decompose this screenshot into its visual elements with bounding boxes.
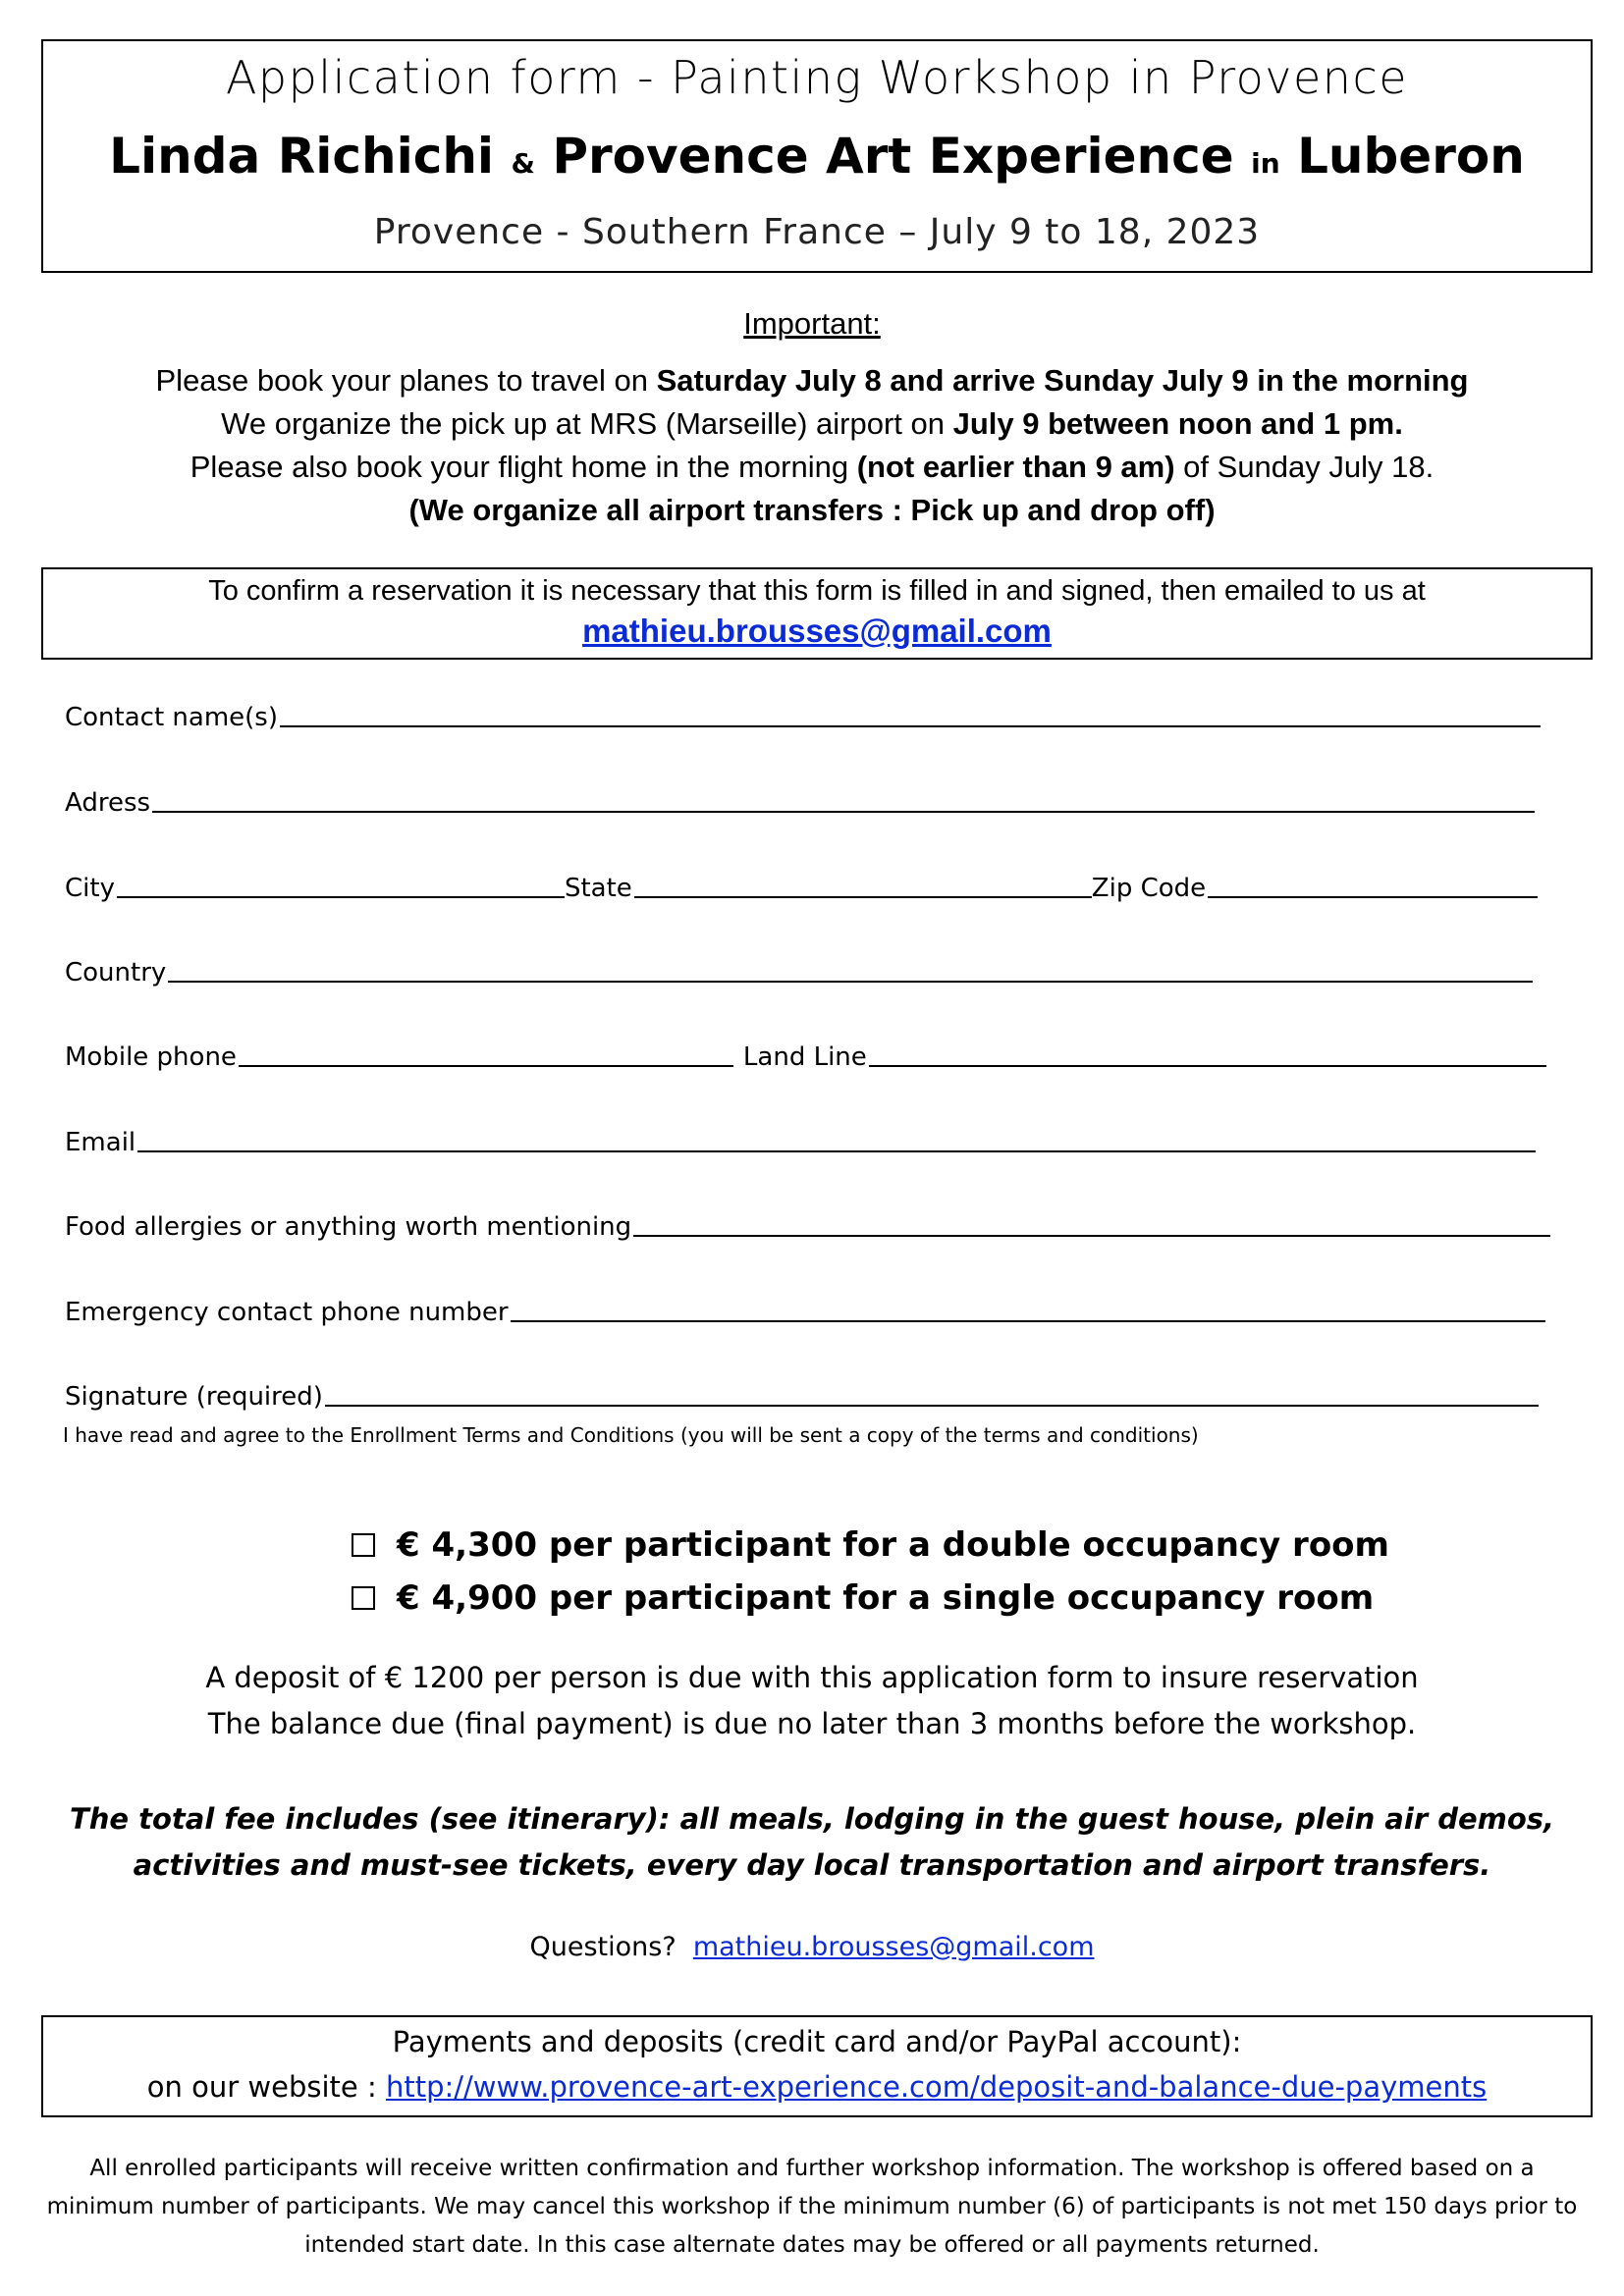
contact-name-label: Contact name(s)	[65, 703, 278, 732]
email-input[interactable]	[137, 1150, 1536, 1152]
confirm-box	[41, 567, 1593, 660]
single-room-checkbox[interactable]	[352, 1586, 375, 1610]
zip-input[interactable]	[1208, 896, 1538, 898]
city-input[interactable]	[117, 896, 565, 898]
questions-email-link[interactable]: mathieu.brousses@gmail.com	[692, 1932, 1095, 1962]
state-input[interactable]	[634, 896, 1092, 898]
payments-url-link[interactable]: http://www.provence-art-experience.com/deposit-and-balance-due-payments	[385, 2070, 1488, 2104]
transfers-note: (We organize all airport transfers : Pick up and drop off)	[408, 493, 1216, 527]
mobile-label: Mobile phone	[65, 1042, 237, 1072]
confirm-text: To confirm a reservation it is necessary that this form is filled in and signed, then emailed to us at	[208, 575, 1426, 607]
city-state-zip-row	[65, 874, 1538, 903]
questions-line	[0, 1932, 1624, 1962]
country-label: Country	[65, 958, 167, 988]
return-time: (not earlier than 9 am)	[856, 450, 1175, 484]
landline-label: Land Line	[742, 1042, 867, 1072]
payments-text: Payments and deposits (credit card and/or PayPal account):	[392, 2025, 1242, 2058]
single-room-label: € 4,900 per participant for a single occupancy room	[397, 1578, 1375, 1618]
footer-notice: All enrolled participants will receive written confirmation and further workshop information. The workshop is offered based on a minimum number of participants. We may cancel this workshop if the minimum number (6) of participants is not met 150 days prior to intended start date. In this case alternate dates may be offered or all payments returned.	[46, 2156, 1578, 2258]
payments-prefix: on our website :	[146, 2070, 386, 2104]
questions-label: Questions?	[529, 1932, 677, 1962]
host-name: Linda Richichi	[109, 128, 495, 185]
email-label: Email	[65, 1128, 136, 1157]
return-date: of Sunday July 18.	[1174, 450, 1435, 484]
balance-text: The balance due (final payment) is due no later than 3 months before the workshop.	[207, 1707, 1417, 1740]
email-field	[65, 1128, 1536, 1157]
address-input[interactable]	[152, 811, 1535, 813]
emergency-label: Emergency contact phone number	[65, 1298, 509, 1327]
important-title: Important:	[743, 306, 881, 341]
organizer-name: Provence Art Experience	[552, 128, 1234, 185]
includes-line-2: activities and must-see tickets, every day local transportation and airport transfers.	[133, 1848, 1491, 1882]
emergency-input[interactable]	[511, 1320, 1545, 1322]
deposit-text: A deposit of € 1200 per person is due with this application form to insure reservation	[205, 1661, 1419, 1694]
important-notice	[0, 302, 1624, 532]
country-input[interactable]	[168, 981, 1533, 983]
double-room-option[interactable]	[352, 1525, 1389, 1565]
mobile-input[interactable]	[239, 1065, 733, 1067]
landline-input[interactable]	[869, 1065, 1546, 1067]
emergency-field	[65, 1298, 1545, 1327]
workshop-dates: Provence - Southern France – July 9 to 18, 2023	[373, 212, 1261, 252]
double-room-checkbox[interactable]	[352, 1533, 375, 1557]
contact-name-field	[65, 703, 1541, 732]
zip-label: Zip Code	[1091, 874, 1207, 903]
address-field	[65, 788, 1535, 818]
phone-row	[65, 1042, 1546, 1072]
city-label: City	[65, 874, 115, 903]
header-box	[41, 39, 1593, 273]
contact-name-input[interactable]	[280, 725, 1541, 727]
country-field	[65, 958, 1533, 988]
terms-statement: I have read and agree to the Enrollment Terms and Conditions (you will be sent a copy of the terms and conditions)	[63, 1423, 1199, 1447]
workshop-hosts	[43, 128, 1591, 185]
ampersand: &	[511, 147, 535, 180]
location-name: Luberon	[1297, 128, 1525, 185]
pickup-text: We organize the pick up at MRS (Marseille) airport on	[221, 406, 953, 441]
confirm-email-link[interactable]: mathieu.brousses@gmail.com	[582, 613, 1052, 649]
allergies-input[interactable]	[633, 1235, 1550, 1237]
travel-text: Please book your planes to travel on	[155, 363, 657, 398]
form-title: Application form - Painting Workshop in Provence	[225, 51, 1409, 104]
signature-field	[65, 1382, 1539, 1412]
pickup-time: July 9 between noon and 1 pm.	[952, 406, 1403, 441]
single-room-option[interactable]	[352, 1578, 1374, 1618]
return-text: Please also book your flight home in the morning	[189, 450, 857, 484]
address-label: Adress	[65, 788, 151, 818]
state-label: State	[564, 874, 632, 903]
signature-input[interactable]	[325, 1405, 1539, 1407]
includes-line-1: The total fee includes (see itinerary): all meals, lodging in the guest house, plein air demos,	[69, 1802, 1555, 1836]
travel-dates: Saturday July 8 and arrive Sunday July 9 in the morning	[656, 363, 1469, 398]
in-word: in	[1251, 147, 1280, 180]
payments-box	[41, 2015, 1593, 2117]
double-room-label: € 4,300 per participant for a double occupancy room	[397, 1525, 1389, 1565]
signature-label: Signature (required)	[65, 1382, 323, 1412]
allergies-field	[65, 1212, 1550, 1242]
allergies-label: Food allergies or anything worth mentioning	[65, 1212, 632, 1242]
